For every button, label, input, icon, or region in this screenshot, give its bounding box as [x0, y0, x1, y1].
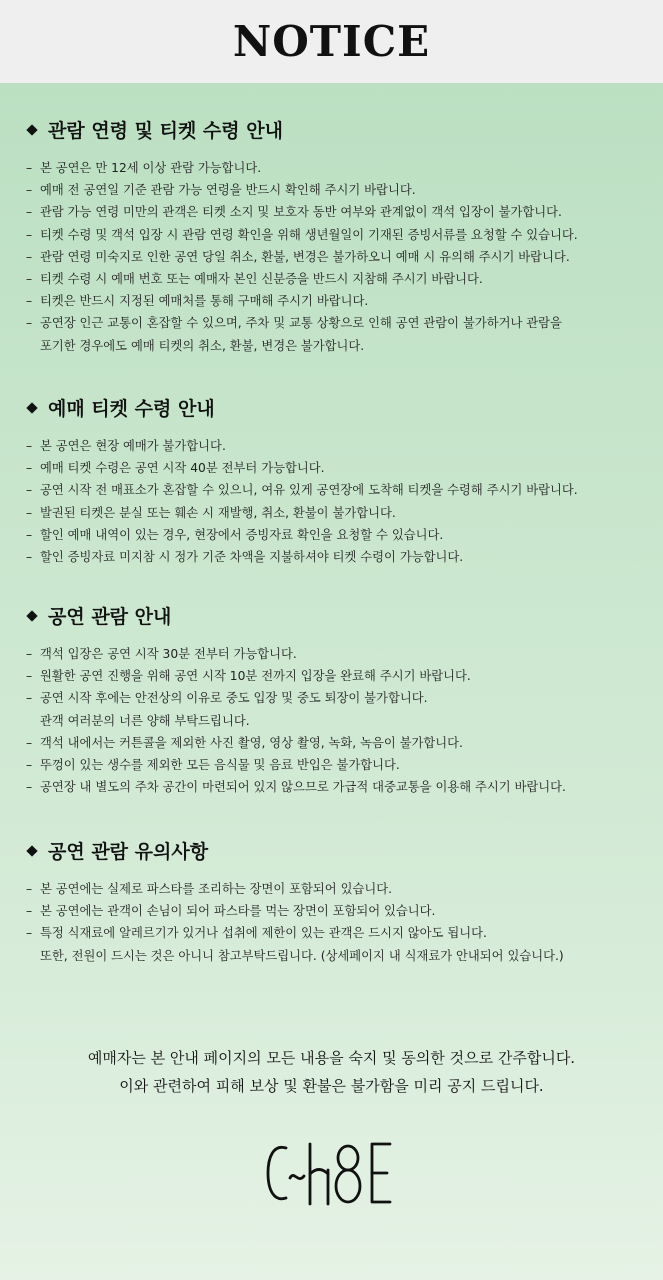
footer-notice: [0, 1044, 663, 1100]
list-item: – 티켓은 반드시 지정된 예매처를 통해 구매해 주시기 바랍니다.: [26, 290, 651, 312]
diamond-bullet-icon: [26, 845, 37, 856]
list-item: – 티켓 수령 시 예매 번호 또는 예매자 본인 신분증을 반드시 지참해 주시기 바랍니다.: [26, 268, 651, 290]
list-item: – 객석 내에서는 커튼콜을 제외한 사진 촬영, 영상 촬영, 녹화, 녹음이 불가합니다.: [26, 732, 651, 754]
diamond-bullet-icon: [26, 610, 37, 621]
notice-list: [26, 435, 651, 568]
section-age-ticket: [26, 116, 651, 357]
list-item: – 본 공연은 만 12세 이상 관람 가능합니다.: [26, 157, 651, 179]
section-title: 관람 연령 및 티켓 수령 안내: [48, 120, 283, 142]
list-item: – 본 공연은 현장 예매가 불가합니다.: [26, 435, 651, 457]
list-item: – 예매 티켓 수령은 공연 시작 40분 전부터 가능합니다.: [26, 457, 651, 479]
list-item: – 공연장 내 별도의 주차 공간이 마련되어 있지 않으므로 가급적 대중교통을 이용해 주시기 바랍니다.: [26, 776, 651, 798]
list-item: – 원활한 공연 진행을 위해 공연 시작 10분 전까지 입장을 완료해 주시기 바랍니다.: [26, 665, 651, 687]
list-item: – 본 공연에는 관객이 손님이 되어 파스타를 먹는 장면이 포함되어 있습니다.: [26, 900, 651, 922]
footer-line: 이와 관련하여 피해 보상 및 환불은 불가함을 미리 공지 드립니다.: [119, 1077, 544, 1095]
diamond-bullet-icon: [26, 124, 37, 135]
list-item: – 할인 예매 내역이 있는 경우, 현장에서 증빙자료 확인을 요청할 수 있습니다.: [26, 524, 651, 546]
section-ticket-pickup: [26, 394, 651, 568]
list-item: – 관람 연령 미숙지로 인한 공연 당일 취소, 환불, 변경은 불가하오니 예매 시 유의해 주시기 바랍니다.: [26, 246, 651, 268]
section-title: 공연 관람 유의사항: [48, 841, 209, 863]
list-item: – 뚜껑이 있는 생수를 제외한 모든 음식물 및 음료 반입은 불가합니다.: [26, 754, 651, 776]
list-item: – 객석 입장은 공연 시작 30분 전부터 가능합니다.: [26, 643, 651, 665]
page-title: NOTICE: [232, 17, 431, 66]
list-item: – 할인 증빙자료 미지참 시 정가 기준 차액을 지불하셔야 티켓 수령이 가능합니다.: [26, 546, 651, 568]
footer-line: 예매자는 본 안내 페이지의 모든 내용을 숙지 및 동의한 것으로 간주합니다.: [87, 1049, 576, 1067]
section-title: 공연 관람 안내: [48, 606, 172, 628]
diamond-bullet-icon: [26, 402, 37, 413]
notice-list: [26, 878, 651, 967]
section-cautions: [26, 837, 651, 967]
list-item: – 공연장 인근 교통이 혼잡할 수 있으며, 주차 및 교통 상황으로 인해 공연 관람이 불가하거나 관람을 포기한 경우에도 예매 티켓의 취소, 환불, 변경은 불가합니다.: [26, 312, 651, 356]
logo: [266, 1138, 396, 1208]
list-item: – 발권된 티켓은 분실 또는 훼손 시 재발행, 취소, 환불이 불가합니다.: [26, 502, 651, 524]
section-viewing-guide: [26, 602, 651, 798]
list-item: – 공연 시작 후에는 안전상의 이유로 중도 입장 및 중도 퇴장이 불가합니다. 관객 여러분의 너른 양해 부탁드립니다.: [26, 687, 651, 731]
list-item: – 특정 식재료에 알레르기가 있거나 섭취에 제한이 있는 관객은 드시지 않아도 됩니다. 또한, 전원이 드시는 것은 아니니 참고부탁드립니다. (상세페이지 내 식재료가 안내되어 있습니다.): [26, 922, 651, 966]
notice-list: [26, 643, 651, 798]
list-item: – 본 공연에는 실제로 파스타를 조리하는 장면이 포함되어 있습니다.: [26, 878, 651, 900]
list-item: – 관람 가능 연령 미만의 관객은 티켓 소지 및 보호자 동반 여부와 관계없이 객석 입장이 불가합니다.: [26, 201, 651, 223]
notice-header: [0, 0, 663, 83]
list-item: – 예매 전 공연일 기준 관람 가능 연령을 반드시 확인해 주시기 바랍니다.: [26, 179, 651, 201]
list-item: – 공연 시작 전 매표소가 혼잡할 수 있으니, 여유 있게 공연장에 도착해 티켓을 수령해 주시기 바랍니다.: [26, 479, 651, 501]
list-item: – 티켓 수령 및 객석 입장 시 관람 연령 확인을 위해 생년월일이 기재된 증빙서류를 요청할 수 있습니다.: [26, 224, 651, 246]
section-title: 예매 티켓 수령 안내: [48, 398, 215, 420]
notice-list: [26, 157, 651, 357]
